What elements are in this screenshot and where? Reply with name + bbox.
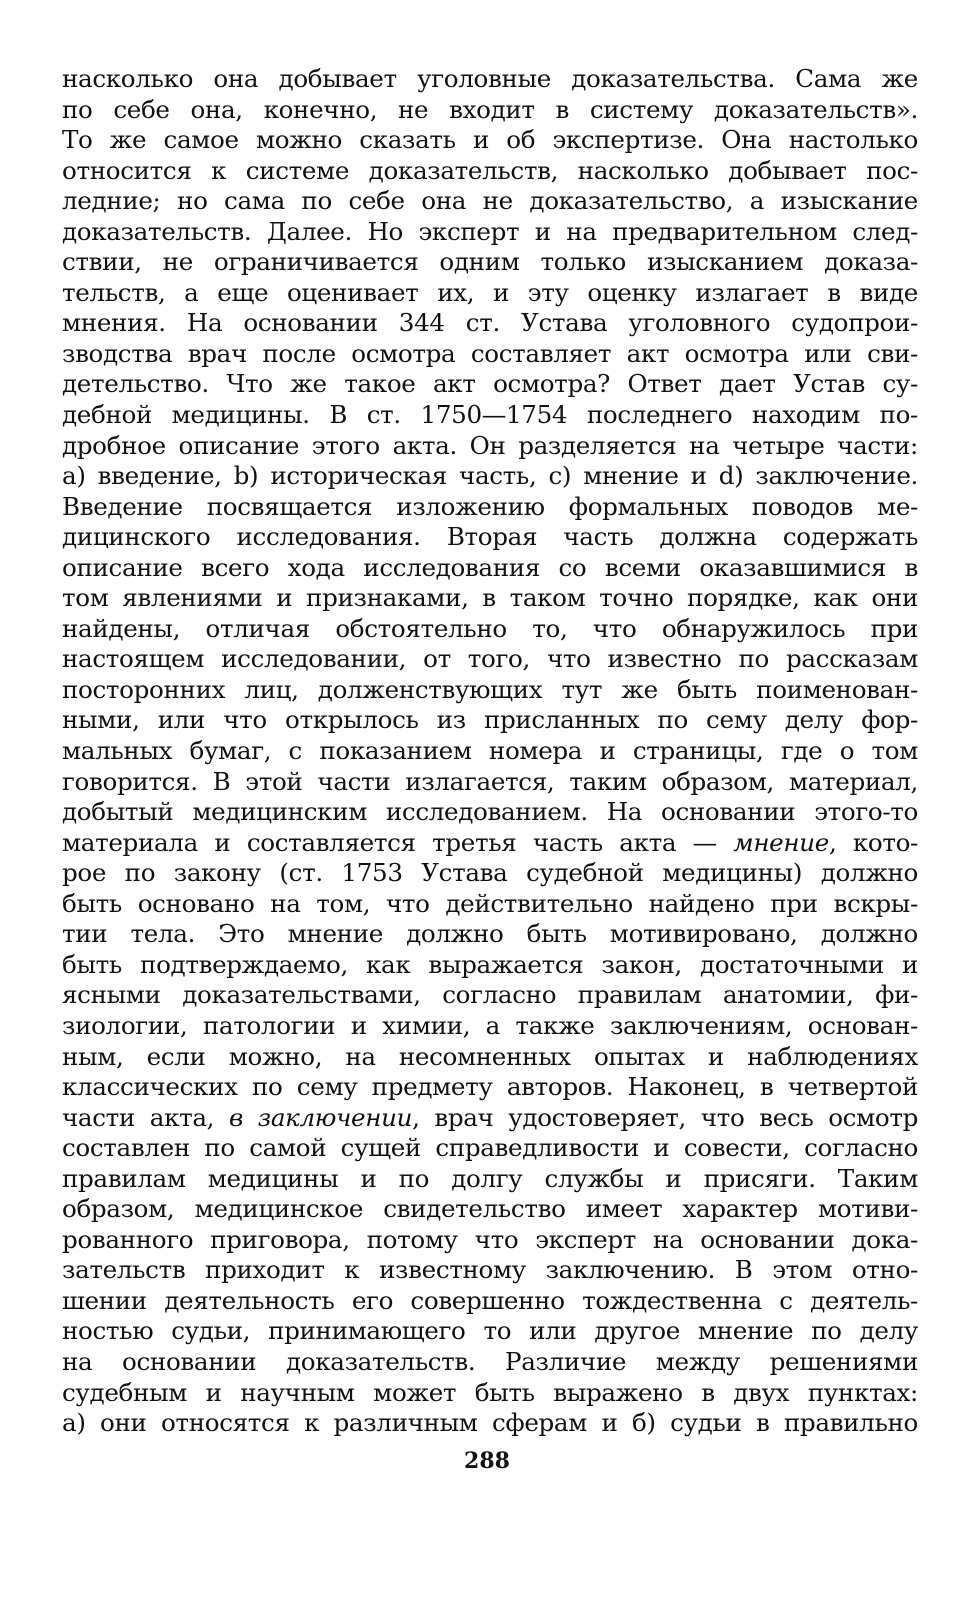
- text-line: [62, 1225, 918, 1256]
- text-segment: Введение посвящается изложению формальных поводов ме-: [62, 491, 918, 521]
- text-line: [62, 736, 918, 767]
- text-segment: рованного приговора, потому что эксперт на основании дока-: [62, 1224, 918, 1254]
- text-line: [62, 980, 918, 1011]
- text-line: [62, 186, 918, 217]
- text-line: [62, 369, 918, 400]
- text-segment: составлен по самой сущей справедливости и совести, согласно: [62, 1133, 918, 1163]
- text-line: [62, 919, 918, 950]
- text-line: [62, 1194, 918, 1225]
- text-line: [62, 889, 918, 920]
- text-segment: тельств, а еще оценивает их, и эту оценку излагает в виде: [62, 277, 918, 307]
- text-segment: добытый медицинским исследованием. На основании этого-то: [62, 797, 918, 827]
- text-segment: ностью судьи, принимающего то или другое мнение по делу: [62, 1316, 918, 1346]
- text-segment: дебной медицины. В ст. 1750—1754 последнего находим по-: [62, 400, 918, 430]
- text-line: [62, 247, 918, 278]
- text-line: [62, 644, 918, 675]
- text-line: [62, 767, 918, 798]
- text-segment: посторонних лиц, долженствующих тут же быть поименован-: [62, 674, 918, 704]
- text-line: [62, 828, 918, 859]
- text-segment: мнения. На основании 344 ст. Устава уголовного судопрои-: [62, 308, 918, 338]
- text-segment: классических по сему предмету авторов. Наконец, в четвертой: [62, 1072, 918, 1102]
- text-segment: a) введение, b) историческая часть, c) мнение и d) заключение.: [62, 461, 918, 491]
- text-line: [62, 614, 918, 645]
- text-segment: том явлениями и признаками, в таком точно порядке, как они: [62, 583, 918, 613]
- text-line: [62, 461, 918, 492]
- text-line: [62, 1103, 918, 1134]
- text-line: [62, 431, 918, 462]
- text-line: [62, 950, 918, 981]
- text-line: [62, 217, 918, 248]
- text-segment: образом, медицинское свидетельство имеет характер мотиви-: [62, 1194, 918, 1224]
- text-segment: настоящем исследовании, от того, что известно по рассказам: [62, 644, 918, 674]
- text-segment: детельство. Что же такое акт осмотра? Ответ дает Устав су-: [62, 369, 918, 399]
- text-segment: мальных бумаг, с показанием номера и страницы, где о том: [62, 736, 918, 766]
- text-segment: зиологии, патологии и химии, а также заключениям, основан-: [62, 1010, 918, 1040]
- text-segment: быть основано на том, что действительно найдено при вскры-: [62, 888, 918, 918]
- text-line: [62, 339, 918, 370]
- text-line: [62, 1316, 918, 1347]
- text-line: [62, 400, 918, 431]
- text-segment: насколько она добывает уголовные доказательства. Сама же: [62, 64, 918, 93]
- italic-text: мнение: [733, 827, 829, 857]
- body-text: [62, 64, 918, 1439]
- text-segment: доказательств. Далее. Но эксперт и на предварительном след-: [62, 216, 918, 246]
- text-segment: зводства врач после осмотра составляет акт осмотра или сви-: [62, 338, 918, 368]
- text-line: [62, 1255, 918, 1286]
- text-line: [62, 1286, 918, 1317]
- text-segment: ными, или что открылось из присланных по сему делу фор-: [62, 705, 918, 735]
- text-line: [62, 95, 918, 126]
- text-line: [62, 1011, 918, 1042]
- text-line: [62, 156, 918, 187]
- text-line: [62, 1042, 918, 1073]
- text-segment: быть подтверждаемо, как выражается закон, достаточными и: [62, 949, 918, 979]
- text-line: [62, 278, 918, 309]
- text-segment: по себе она, конечно, не входит в систему доказательств».: [62, 94, 918, 124]
- text-line: [62, 125, 918, 156]
- text-line: [62, 675, 918, 706]
- text-segment: шении деятельность его совершенно тождественна с деятель-: [62, 1285, 918, 1315]
- text-line: [62, 553, 918, 584]
- text-segment: , врач удостоверяет, что весь осмотр: [412, 1102, 918, 1132]
- text-segment: говорится. В этой части излагается, таким образом, материал,: [62, 766, 918, 796]
- text-segment: тии тела. Это мнение должно быть мотивировано, должно: [62, 919, 918, 949]
- text-segment: найдены, отличая обстоятельно то, что обнаружилось при: [62, 613, 918, 643]
- text-line: [62, 492, 918, 523]
- text-segment: судебным и научным может быть выражено в двух пунктах:: [62, 1377, 918, 1407]
- text-segment: , кото-: [828, 827, 918, 857]
- text-line: [62, 583, 918, 614]
- text-line: [62, 64, 918, 95]
- text-line: [62, 1133, 918, 1164]
- text-segment: дробное описание этого акта. Он разделяется на четыре части:: [62, 430, 918, 460]
- text-segment: относится к системе доказательств, насколько добывает пос-: [62, 155, 918, 185]
- text-line: [62, 1408, 918, 1439]
- text-segment: описание всего хода исследования со всеми оказавшимися в: [62, 552, 918, 582]
- text-line: [62, 522, 918, 553]
- text-line: [62, 1378, 918, 1409]
- text-segment: рое по закону (ст. 1753 Устава судебной медицины) должно: [62, 858, 918, 888]
- text-segment: материала и составляется третья часть акта —: [62, 827, 734, 857]
- page-number: 288: [464, 1448, 510, 1474]
- text-line: [62, 797, 918, 828]
- text-segment: на основании доказательств. Различие между решениями: [62, 1346, 918, 1376]
- italic-text: в заключении: [228, 1102, 413, 1132]
- text-segment: То же самое можно сказать и об экспертизе. Она настолько: [62, 125, 918, 155]
- text-segment: правилам медицины и по долгу службы и присяги. Таким: [62, 1163, 918, 1193]
- text-line: [62, 1164, 918, 1195]
- text-segment: ледние; но сама по себе она не доказательство, а изыскание: [62, 186, 918, 216]
- text-segment: ясными доказательствами, согласно правилам анатомии, фи-: [62, 980, 918, 1010]
- text-line: [62, 1072, 918, 1103]
- text-line: [62, 308, 918, 339]
- text-segment: ным, если можно, на несомненных опытах и наблюдениях: [62, 1041, 918, 1071]
- text-line: [62, 705, 918, 736]
- text-segment: зательств приходит к известному заключению. В этом отно-: [62, 1255, 918, 1285]
- text-segment: части акта,: [62, 1102, 229, 1132]
- text-segment: дицинского исследования. Вторая часть должна содержать: [62, 522, 918, 552]
- text-line: [62, 1347, 918, 1378]
- text-segment: а) они относятся к различным сферам и б) судьи в правильно: [62, 1408, 918, 1438]
- text-segment: ствии, не ограничивается одним только изысканием доказа-: [62, 247, 918, 277]
- text-line: [62, 858, 918, 889]
